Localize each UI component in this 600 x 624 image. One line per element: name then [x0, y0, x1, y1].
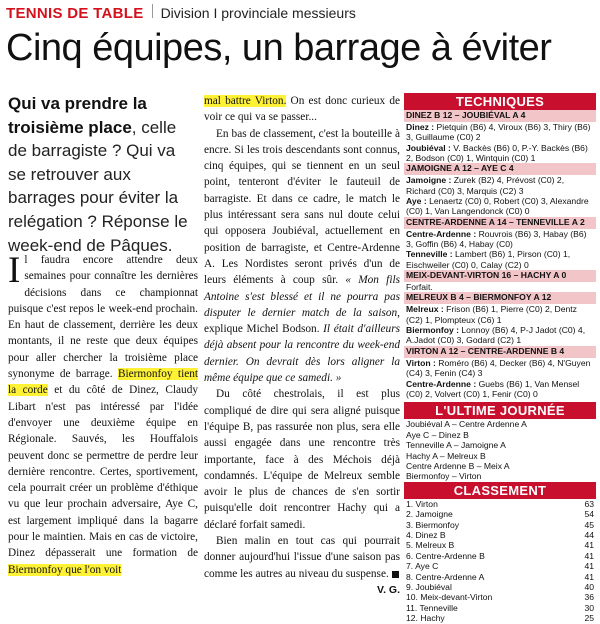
player-scores: Roméro (B6) 4, Decker (B6) 4, N'Guyen (C4) 3, Fenin (C4) 3 — [406, 357, 591, 379]
standings-row — [404, 540, 596, 550]
team-lineup — [404, 249, 596, 270]
standings-row — [404, 509, 596, 519]
standings-row — [404, 582, 596, 592]
standings-points: 41 — [584, 561, 594, 572]
team-lineup — [404, 229, 596, 250]
match-list — [404, 110, 596, 399]
article-paragraph-3 — [204, 126, 400, 387]
team-name: Jamoigne : — [406, 175, 452, 186]
highlight-biermonfoy-2: Biermonfoy que l'on voit — [8, 563, 122, 576]
lede — [8, 92, 194, 257]
paragraph-text: On est donc curieux de voir ce qui va se passer... — [204, 95, 400, 124]
kicker — [6, 4, 356, 26]
team-name: Virton : — [406, 357, 436, 368]
standings-list — [404, 499, 596, 624]
headline: Cinq équipes, un barrage à éviter — [6, 27, 552, 69]
paragraph-text: Bien malin en tout cas qui pourrait donner aujourd'hui l'issue d'une saison pas comme les autres au niveau du suspense. — [204, 535, 400, 580]
article-paragraph-2 — [204, 93, 400, 126]
standings-row — [404, 561, 596, 571]
team-name: Centre-Ardenne : — [406, 378, 477, 389]
standings-row — [404, 572, 596, 582]
standings-points: 41 — [584, 571, 594, 582]
standings-row — [404, 603, 596, 613]
team-name: Centre-Ardenne : — [406, 228, 477, 239]
team-lineup — [404, 282, 596, 292]
standings-team: 3. Biermonfoy — [406, 519, 460, 530]
standings-team: 1. Virton — [406, 498, 438, 509]
standings-team: 2. Jamoigne — [406, 509, 453, 520]
standings-row — [404, 592, 596, 602]
team-name: Melreux : — [406, 304, 444, 315]
fixture-item: Joubiéval A – Centre Ardenne A — [406, 419, 527, 430]
fixture-list — [404, 419, 596, 481]
paragraph-text: En bas de classement, c'est la bouteille à encre. Si les trois descendants sont connus, cinq équipes, qui se tiennent en un seul point, tenteront d'éviter le fauteuil de barragiste. Et dans ce cadre, le match le plus intéressant sera sans nul doute celui qui opposera Joubiéval, actuellement en position de barragiste, et Centre-Ardenne A. Les Nordistes seront privés d'un de leurs éléments à coup sûr. — [204, 127, 400, 287]
quote: « Mon fils Antoine s'est blessé et il ne pourra pas disputer le dernier match de la saison, — [204, 274, 400, 319]
classement-header: CLASSEMENT — [404, 482, 596, 499]
quote: Il était d'ailleurs déjà absent pour la rencontre du week-end dernier. On devrait dès lors aligner la même équipe que ce samedi. » — [204, 323, 400, 385]
standings-row — [404, 530, 596, 540]
player-scores: Pietquin (B6) 4, Viroux (B6) 3, Thiry (B6) 3, Guillaume (C0) 2 — [406, 121, 591, 143]
paragraph-text: explique Michel Bodson. — [204, 323, 324, 336]
player-scores: Forfait. — [406, 282, 433, 293]
rubric-separator — [152, 4, 153, 18]
team-lineup — [404, 304, 596, 325]
end-mark — [392, 571, 399, 578]
standings-points: 54 — [584, 509, 594, 520]
match-header: DINEZ B 12 – JOUBIÉVAL A 4 — [404, 110, 596, 122]
standings-team: 11. Tenneville — [406, 602, 458, 613]
match-header: MELREUX B 4 – BIERMONFOY A 12 — [404, 292, 596, 304]
player-scores: Zurek (B2) 4, Prévost (C0) 2, Richard (C0) 3, Marquis (C2) 3 — [406, 175, 565, 196]
standings-team: 12. Hachy — [406, 613, 445, 624]
player-scores: Lonnoy (B6) 4, P-J Jadot (C0) 4, A.Jadot (C0) 3, Godard (C2) 1 — [406, 325, 586, 346]
author-initials: V. G. — [377, 583, 400, 596]
standings-row — [404, 613, 596, 623]
team-lineup — [404, 358, 596, 379]
match-header: MEIX-DEVANT-VIRTON 16 – HACHY A 0 — [404, 270, 596, 282]
section-rubric: TENNIS DE TABLE — [6, 5, 144, 22]
team-lineup — [404, 122, 596, 143]
team-name: Dinez : — [406, 121, 435, 132]
fixture-item: Biermonfoy – Virton — [406, 471, 482, 482]
player-scores: Rouvrois (B6) 3, Habay (B6) 3, Goffin (B6) 4, Habay (C0) — [406, 228, 587, 250]
article-column-1 — [8, 252, 198, 578]
standings-team: 6. Centre-Ardenne B — [406, 550, 485, 561]
fixture-item: Tenneville A – Jamoigne A — [406, 440, 506, 451]
fixture-item: Aye C – Dinez B — [406, 429, 469, 440]
standings-points: 45 — [584, 519, 594, 530]
team-lineup — [404, 379, 596, 400]
team-name: Joubiéval : — [406, 142, 451, 153]
paragraph-text: et du côté de Dinez, Claudy Libart n'est pas intéressé par l'idée d'envoyer une deuxième équipe en Régionale. Sauvés, les Houffalois peuvent donc se permettre de perdre leur dernière rencontre. Certes, sportivement, cela pourrait créer un problème d'éthique vu que leur prochain adversaire, Aye C, est largement impliqué dans la bagarre pour le maintien. Mais en cas de victoire, Dinez dépasserait une formation de — [8, 384, 198, 560]
standings-points: 40 — [584, 582, 594, 592]
section-subrubric: Division I provinciale messieurs — [160, 5, 356, 21]
player-scores: Lambert (B6) 1, Pirson (C0) 1, Eischweiler (C0) 0, Calay (C2) 0 — [406, 249, 571, 270]
match-header: CENTRE-ARDENNE A 14 – TENNEVILLE A 2 — [404, 217, 596, 229]
standings-team: 8. Centre-Ardenne A — [406, 571, 485, 582]
paragraph-text: l faudra encore attendre deux semaines pour connaître les dernières décisions dans ce championnat puisque c'est repos le week-end prochain. En haut de classement, derrière les deux montants, il ne reste que deux équipes pour aller chercher la troisième place synonyme de barrage. — [8, 254, 198, 381]
match-header: JAMOIGNE A 12 – AYE C 4 — [404, 163, 596, 175]
standings-points: 25 — [584, 613, 594, 624]
highlight-biermonfoy: Biermonfoy tient la corde — [8, 368, 199, 397]
match-header: VIRTON A 12 – CENTRE-ARDENNE B 4 — [404, 346, 596, 358]
team-name: Aye : — [406, 196, 427, 207]
standings-team: 7. Aye C — [406, 561, 439, 572]
standings-row — [404, 551, 596, 561]
standings-team: 5. Melreux B — [406, 540, 455, 551]
player-scores: Frison (B6) 1, Pierre (C0) 2, Dentz (C2) 1, Plompteux (C6) 1 — [406, 304, 577, 325]
standings-team: 10. Meix-devant-Virton — [406, 592, 493, 603]
team-lineup — [404, 325, 596, 346]
standings-row — [404, 499, 596, 509]
article-paragraph-4: Du côté chestrolais, il est plus compliqué de dire qui sera aligné puisque l'équipe B, pas rassurée non plus, sera elle aussi engagée dans une rencontre très importante, face à des Méchois déjà condamnés. L'équipe de Melreux semble avoir le plus de chances de s'en sortir puisqu'elle doit rencontrer Hachy qui a déclaré forfait samedi. — [204, 388, 400, 531]
team-lineup — [404, 175, 596, 196]
fixture-item: Centre Ardenne B – Meix A — [406, 460, 510, 471]
team-name: Tenneville : — [406, 249, 453, 260]
standings-points: 41 — [584, 550, 594, 561]
standings-team: 9. Joubiéval — [406, 582, 452, 592]
lede-bold: Qui va prendre la troisième place — [8, 94, 147, 137]
standings-points: 36 — [584, 592, 594, 603]
standings-row — [404, 520, 596, 530]
ultime-journee-header: L'ULTIME JOURNÉE — [404, 402, 596, 419]
team-name: Biermonfoy : — [406, 325, 459, 336]
player-scores: Lenaertz (C0) 0, Robert (C0) 3, Alexandre (C0) 1, Van Langendonck (C0) 0 — [406, 196, 589, 217]
standings-points: 41 — [584, 540, 594, 551]
fixture-item: Hachy A – Melreux B — [406, 450, 486, 461]
player-scores: V. Backès (B6) 0, P.-Y. Backès (B6) 2, Bodson (C0) 1, Wintquin (C0) 1 — [406, 142, 588, 164]
highlight-virton: mal battre Virton. — [204, 95, 287, 107]
lede-rest: , celle de barragiste ? Qui va se retrouver aux barrages pour éviter la relégation ? Réponse le week-end de Pâques. — [8, 117, 188, 255]
drop-cap: I — [8, 250, 21, 291]
standings-points: 44 — [584, 529, 594, 540]
standings-points: 30 — [584, 602, 594, 613]
standings-team: 4. Dinez B — [406, 529, 446, 540]
team-lineup — [404, 143, 596, 164]
player-scores: Guebs (B6) 1, Van Mensel (C0) 2, Volvert (C0) 1, Fenir (C0) 0 — [406, 378, 580, 399]
team-lineup — [404, 196, 596, 217]
article-column-2 — [204, 93, 400, 598]
techniques-header: TECHNIQUES — [404, 93, 596, 110]
results-sidebar — [404, 93, 596, 624]
standings-points: 63 — [584, 498, 594, 509]
article-paragraph-5 — [204, 533, 400, 596]
article-paragraph-1 — [8, 252, 198, 578]
